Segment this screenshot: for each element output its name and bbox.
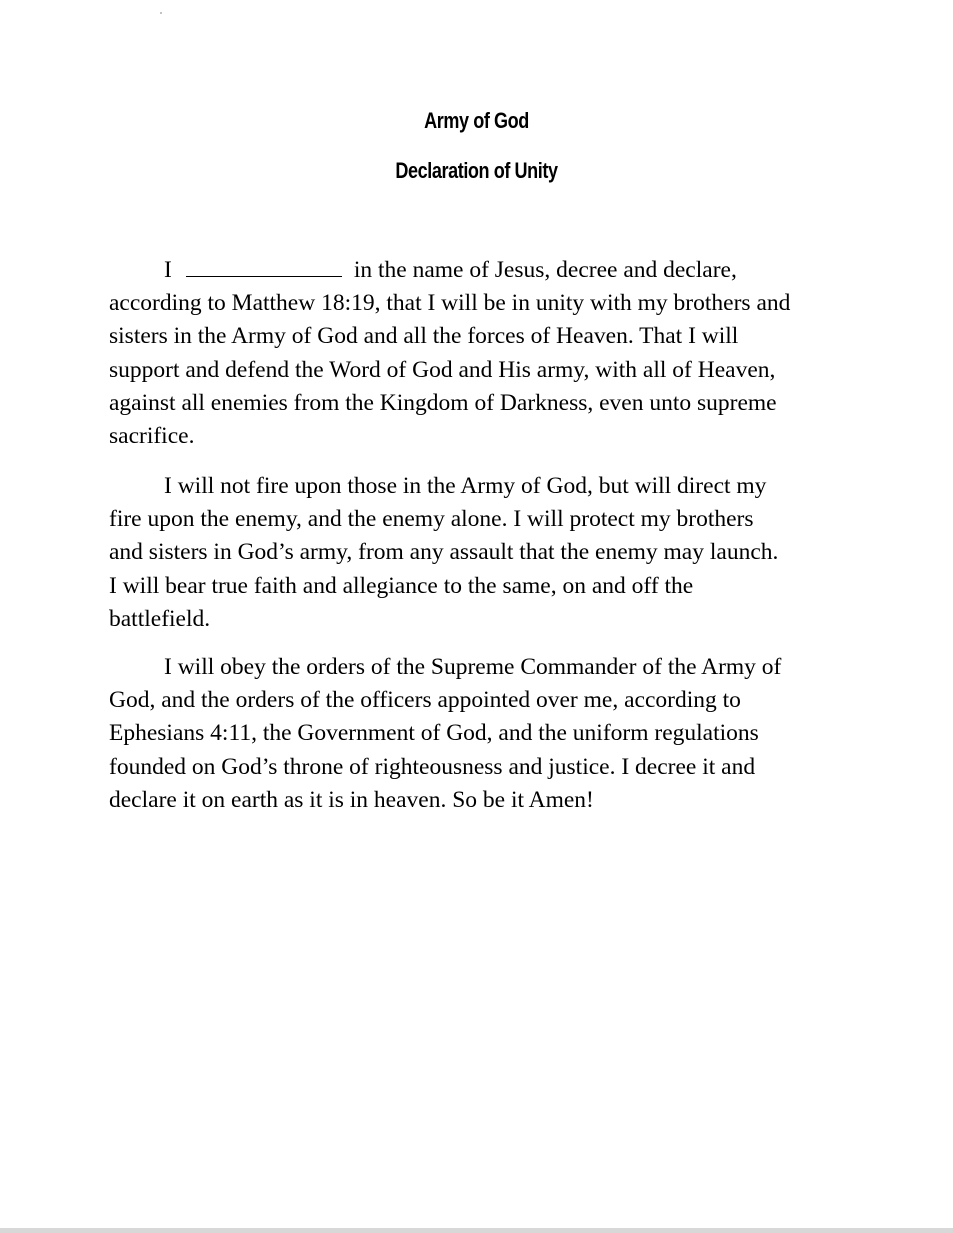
paragraph-line: fire upon the enemy, and the enemy alone. I will protect my brothers: [109, 506, 754, 533]
paragraph-line: according to Matthew 18:19, that I will be in unity with my brothers and: [109, 290, 791, 317]
paragraph-line: against all enemies from the Kingdom of Darkness, even unto supreme: [109, 389, 777, 416]
document-subtitle: Declaration of Unity: [395, 158, 558, 183]
scan-speck: [160, 12, 162, 14]
page-bottom-edge: [0, 1228, 953, 1233]
paragraph-line: God, and the orders of the officers appointed over me, according to: [109, 687, 741, 714]
paragraph-line: and sisters in God’s army, from any assault that the enemy may launch.: [109, 539, 779, 566]
paragraph-obedience: [109, 651, 849, 817]
paragraph-line: I will obey the orders of the Supreme Commander of the Army of: [164, 654, 782, 680]
paragraph-line: I will bear true faith and allegiance to the same, on and off the: [109, 572, 694, 599]
paragraph-line: Ephesians 4:11, the Government of God, and the uniform regulations: [109, 720, 759, 747]
paragraph-line: I will not fire upon those in the Army of God, but will direct my: [164, 473, 767, 499]
paragraph-line: declare it on earth as it is in heaven. So be it Amen!: [109, 786, 594, 813]
paragraph-line: sisters in the Army of God and all the forces of Heaven. That I will: [109, 323, 739, 350]
document-title: Army of God: [424, 108, 529, 133]
paragraph-line: [109, 254, 849, 287]
paragraph-declaration: [109, 254, 849, 453]
paragraph-line: sacrifice.: [109, 423, 195, 450]
paragraph-line: founded on God’s throne of righteousness and justice. I decree it and: [109, 753, 756, 780]
pronoun-text: I: [164, 257, 172, 283]
name-blank-line: [186, 256, 342, 277]
paragraph-line-text: in the name of Jesus, decree and declare,: [353, 257, 737, 283]
paragraph-line: battlefield.: [109, 605, 211, 632]
paragraph-protection: [109, 470, 849, 636]
paragraph-line: support and defend the Word of God and His army, with all of Heaven,: [109, 356, 776, 383]
